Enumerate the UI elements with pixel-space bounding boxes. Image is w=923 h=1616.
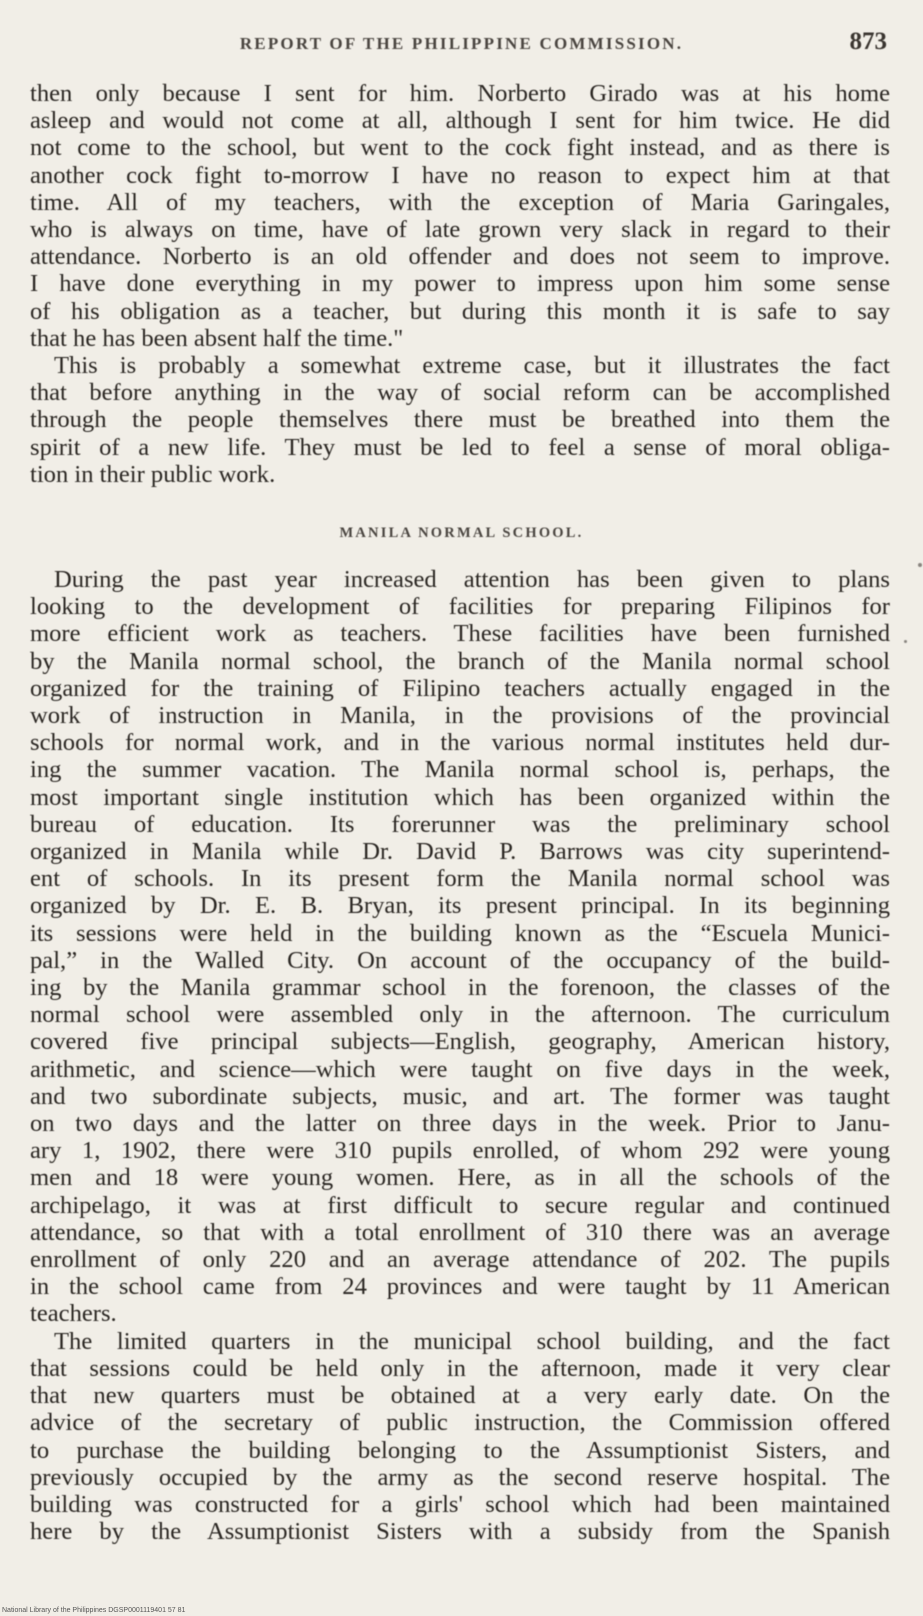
scan-credit: National Library of the Philippines DGSP0001119401 57 81 — [2, 1607, 186, 1614]
text-line: enrollment of only 220 and an average attendance of 202. The pupils — [30, 1246, 890, 1274]
text-line: not come to the school, but went to the cock fight instead, and as there is — [30, 134, 890, 162]
text-line: work of instruction in Manila, in the provisions of the provincial — [30, 702, 890, 730]
text-line: that he has been absent half the time." — [30, 324, 404, 352]
paper-speck — [904, 640, 907, 643]
text-line: by the Manila normal school, the branch of the Manila normal school — [30, 647, 890, 675]
text-line: arithmetic, and science—which were taught on five days in the week, — [30, 1055, 890, 1083]
page-number: 873 — [849, 28, 887, 55]
text-line: through the people themselves there must be breathed into them the — [30, 406, 890, 434]
text-line: then only because I sent for him. Norberto Girado was at his home — [30, 80, 890, 107]
section-heading: MANILA NORMAL SCHOOL. — [339, 525, 584, 541]
text-line: bureau of education. Its forerunner was the preliminary school — [30, 810, 890, 838]
text-line: of his obligation as a teacher, but during this month it is safe to say — [30, 297, 890, 325]
paragraph — [30, 566, 890, 1328]
text-line: I have done everything in my power to impress upon him some sense — [30, 270, 890, 298]
text-line: organized in Manila while Dr. David P. Barrows was city superintend- — [30, 838, 890, 866]
text-line: pal,” in the Walled City. On account of the occupancy of the build- — [30, 946, 890, 974]
text-line: men and 18 were young women. Here, as in all the schools of the — [30, 1164, 890, 1192]
text-line: asleep and would not come at all, although I sent for him twice. He did — [30, 107, 890, 135]
text-line: here by the Assumptionist Sisters with a subsidy from the Spanish — [30, 1518, 890, 1546]
paragraph — [30, 1328, 890, 1546]
text-line: time. All of my teachers, with the exception of Maria Garingales, — [30, 188, 890, 216]
paragraph — [30, 80, 890, 352]
text-line: and two subordinate subjects, music, and art. The former was taught — [30, 1082, 890, 1110]
body-block-section — [30, 566, 890, 1545]
text-line: ent of schools. In its present form the Manila normal school was — [30, 865, 890, 893]
text-line: another cock fight to-morrow I have no reason to expect him at that — [30, 161, 890, 189]
paper-speck — [918, 563, 922, 567]
running-title: REPORT OF THE PHILIPPINE COMMISSION. — [239, 34, 684, 53]
text-line: organized for the training of Filipino teachers actually engaged in the — [30, 674, 890, 702]
running-head — [30, 28, 893, 62]
text-line: ing by the Manila grammar school in the forenoon, the classes of the — [30, 974, 890, 1002]
paragraph — [30, 352, 890, 488]
text-line: previously occupied by the army as the second reserve hospital. The — [30, 1463, 890, 1491]
text-line: The limited quarters in the municipal school building, and the fact — [54, 1327, 890, 1355]
text-line: normal school were assembled only in the afternoon. The curriculum — [30, 1001, 890, 1029]
text-line: that sessions could be held only in the afternoon, made it very clear — [30, 1354, 890, 1382]
text-line: who is always on time, have of late grown very slack in regard to their — [30, 216, 890, 244]
text-line: schools for normal work, and in the various normal institutes held dur- — [30, 729, 890, 757]
text-line: covered five principal subjects—English, geography, American history, — [30, 1028, 890, 1056]
text-line: its sessions were held in the building known as the “Escuela Munici- — [30, 919, 890, 947]
text-line: spirit of a new life. They must be led to feel a sense of moral obliga- — [30, 433, 890, 461]
text-line: ary 1, 1902, there were 310 pupils enrolled, of whom 292 were young — [30, 1137, 890, 1165]
text-line: building was constructed for a girls' school which had been maintained — [30, 1490, 890, 1518]
text-line: tion in their public work. — [30, 460, 276, 488]
text-line: in the school came from 24 provinces and were taught by 11 American — [30, 1273, 890, 1301]
text-line: This is probably a somewhat extreme case, but it illustrates the fact — [54, 352, 890, 380]
text-line: advice of the secretary of public instruction, the Commission offered — [30, 1409, 890, 1437]
text-line: looking to the development of facilities for preparing Filipinos for — [30, 593, 890, 621]
text-line: to purchase the building belonging to the Assumptionist Sisters, and — [30, 1436, 890, 1464]
text-line: archipelago, it was at first difficult to secure regular and continued — [30, 1191, 890, 1219]
text-line: that new quarters must be obtained at a very early date. On the — [30, 1382, 890, 1410]
text-line: most important single institution which has been organized within the — [30, 783, 890, 811]
text-line: that before anything in the way of social reform can be accomplished — [30, 379, 890, 407]
text-line: attendance. Norberto is an old offender and does not seem to improve. — [30, 243, 890, 271]
text-line: ing the summer vacation. The Manila normal school is, perhaps, the — [30, 756, 890, 784]
text-line: organized by Dr. E. B. Bryan, its present principal. In its beginning — [30, 892, 890, 920]
text-line: teachers. — [30, 1300, 117, 1328]
text-line: attendance, so that with a total enrollment of 310 there was an average — [30, 1218, 890, 1246]
text-line: During the past year increased attention has been given to plans — [54, 566, 890, 593]
text-line: more efficient work as teachers. These facilities have been furnished — [30, 620, 890, 648]
text-line: on two days and the latter on three days in the week. Prior to Janu- — [30, 1110, 890, 1138]
body-block-top — [30, 80, 890, 488]
